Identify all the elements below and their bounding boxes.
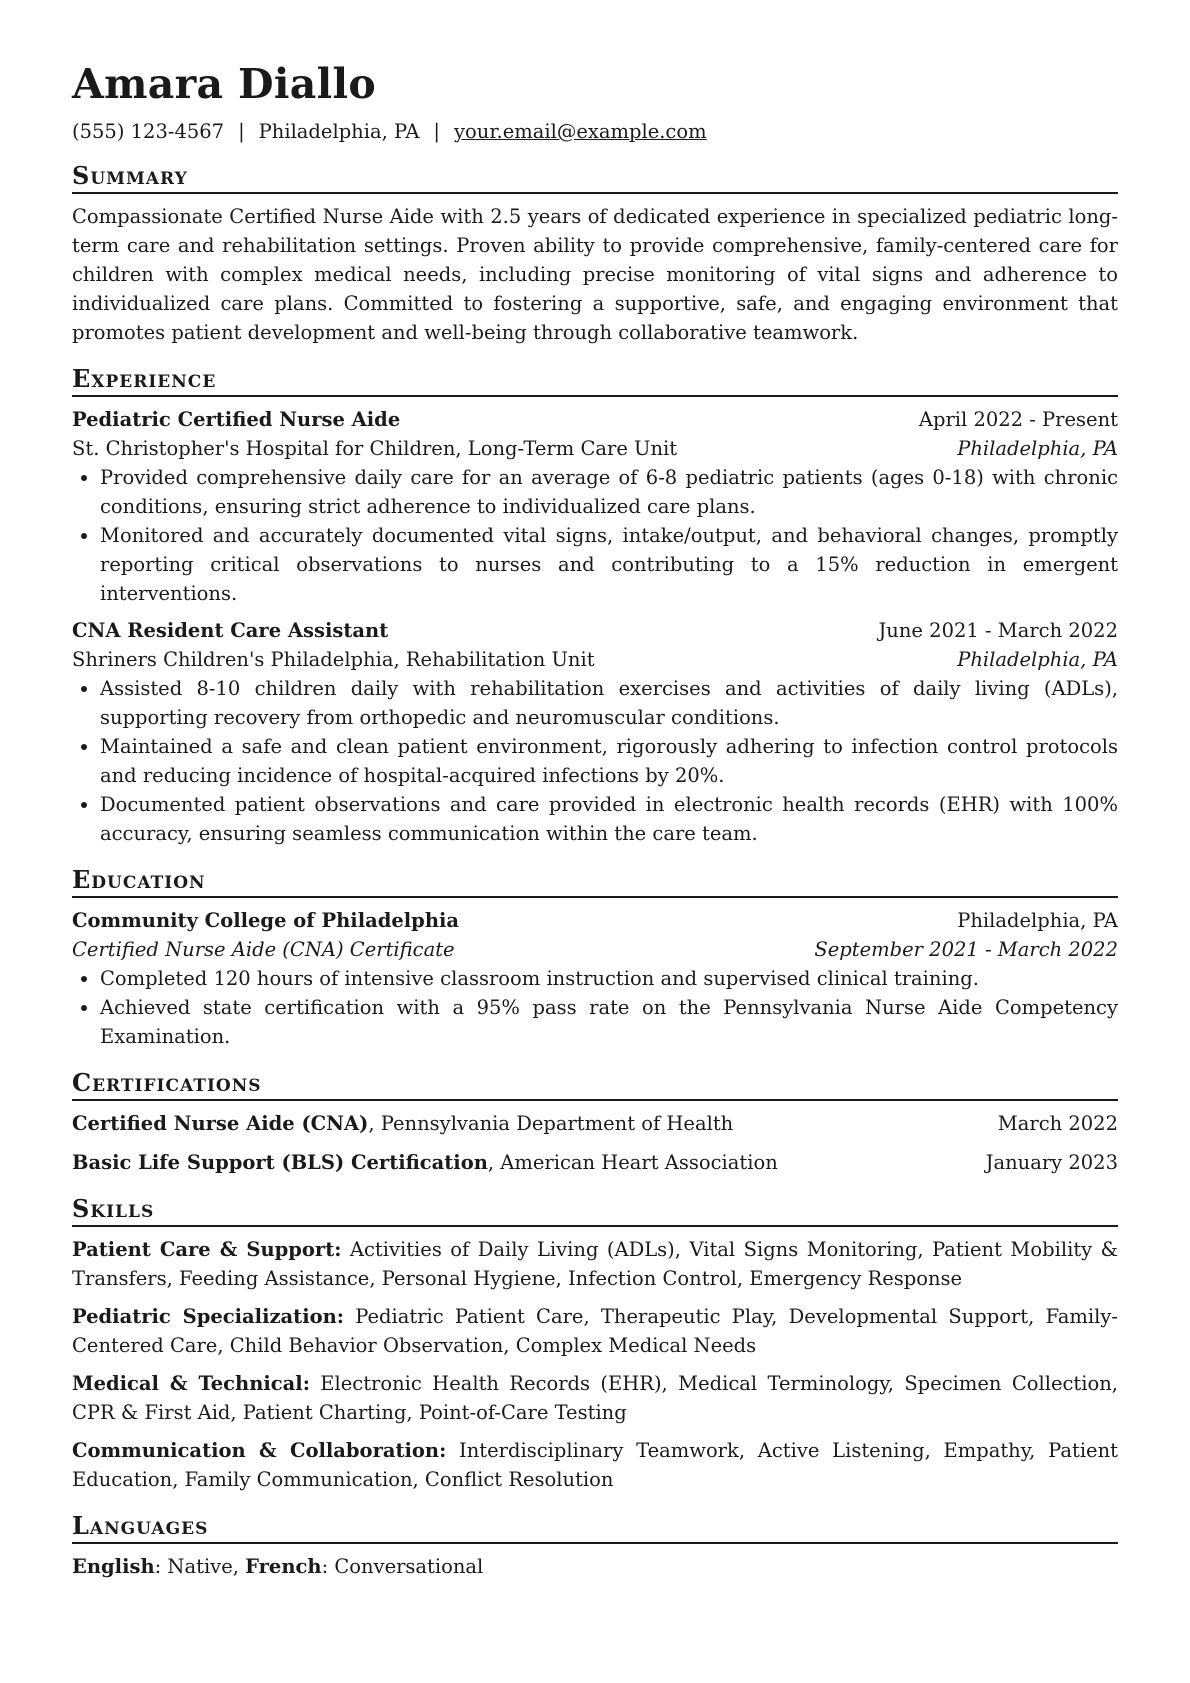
skill-group-items: Pediatric Patient Care, Therapeutic Play, Developmental Support, Family-Centered Care, Child Behavior Observation, Complex Medical Needs <box>72 1305 1118 1357</box>
job-location: Philadelphia, PA <box>957 437 1118 460</box>
job-bullet: • Provided comprehensive daily care for an average of 6-8 pediatric patients (ages 0-18) with chronic conditions, ensuring strict adherence to individualized care plans. <box>100 463 1118 521</box>
skill-group-items: Electronic Health Records (EHR), Medical Terminology, Specimen Collection, CPR & First Aid, Patient Charting, Point-of-Care Testing <box>72 1372 1118 1424</box>
program-dates: September 2021 - March 2022 <box>814 938 1118 961</box>
certification-date: March 2022 <box>997 1112 1118 1135</box>
education-bullet: • Completed 120 hours of intensive classroom instruction and supervised clinical training. <box>100 964 1118 993</box>
language-name: English <box>72 1555 155 1578</box>
job-bullets <box>72 463 1118 608</box>
program-name: Certified Nurse Aide (CNA) Certificate <box>72 938 455 961</box>
education-bullet: • Achieved state certification with a 95% pass rate on the Pennsylvania Nurse Aide Competency Examination. <box>100 993 1118 1051</box>
certification-date: January 2023 <box>985 1151 1118 1174</box>
contact-separator: | <box>433 120 440 143</box>
job-employer: Shriners Children's Philadelphia, Rehabilitation Unit <box>72 648 595 671</box>
language-name: French <box>245 1555 322 1578</box>
certification-issuer: , Pennsylvania Department of Health <box>368 1112 734 1135</box>
job-dates: April 2022 - Present <box>918 408 1118 431</box>
phone: (555) 123-4567 <box>72 120 225 143</box>
job-employer: St. Christopher's Hospital for Children, Long-Term Care Unit <box>72 437 678 460</box>
school-location: Philadelphia, PA <box>957 909 1118 932</box>
contact-separator: | <box>238 120 245 143</box>
section-title-skills: Skills <box>72 1195 1118 1227</box>
section-title-education: Education <box>72 866 1118 898</box>
job-bullets <box>72 674 1118 848</box>
job-role: CNA Resident Care Assistant <box>72 619 389 642</box>
certification-name: Certified Nurse Aide (CNA) <box>72 1112 369 1135</box>
job-entry <box>72 405 1118 608</box>
location: Philadelphia, PA <box>258 120 420 143</box>
section-title-experience: Experience <box>72 365 1118 397</box>
job-location: Philadelphia, PA <box>957 648 1118 671</box>
job-entry <box>72 616 1118 848</box>
job-role: Pediatric Certified Nurse Aide <box>72 408 401 431</box>
candidate-name: Amara Diallo <box>72 60 376 108</box>
skill-group-label: Communication & Collaboration: <box>72 1439 447 1462</box>
language-level: : Conversational <box>321 1555 484 1578</box>
skill-group-items: Interdisciplinary Teamwork, Active Listening, Empathy, Patient Education, Family Communication, Conflict Resolution <box>72 1439 1118 1491</box>
certification-row <box>72 1109 1118 1138</box>
skill-group-label: Pediatric Specialization: <box>72 1305 344 1328</box>
skill-group <box>72 1235 1118 1293</box>
contact-line <box>72 118 1118 146</box>
skill-group <box>72 1369 1118 1427</box>
job-bullet: • Documented patient observations and care provided in electronic health records (EHR) with 100% accuracy, ensuring seamless communication within the care team. <box>100 790 1118 848</box>
job-bullet: • Monitored and accurately documented vital signs, intake/output, and behavioral changes, promptly reporting critical observations to nurses and contributing to a 15% reduction in emergent interventions. <box>100 521 1118 608</box>
language-level: : Native, <box>154 1555 246 1578</box>
email-link[interactable]: your.email@example.com <box>454 120 707 143</box>
skill-group-label: Patient Care & Support: <box>72 1238 342 1261</box>
skill-group-items: Activities of Daily Living (ADLs), Vital Signs Monitoring, Patient Mobility & Transfers, Feeding Assistance, Personal Hygiene, Infection Control, Emergency Response <box>72 1238 1118 1290</box>
certification-row <box>72 1148 1118 1177</box>
job-dates: June 2021 - March 2022 <box>878 619 1118 642</box>
section-title-languages: Languages <box>72 1512 1118 1544</box>
education-bullets <box>72 964 1118 1051</box>
section-title-summary: Summary <box>72 162 1118 194</box>
school-name: Community College of Philadelphia <box>72 909 460 932</box>
certification-issuer: , American Heart Association <box>487 1151 778 1174</box>
summary-text: Compassionate Certified Nurse Aide with 2.5 years of dedicated experience in specialized pediatric long-term care and rehabilitation settings. Proven ability to provide comprehensive, family-centered care for children with complex medical needs, including precise monitoring of vital signs and adherence to individualized care plans. Committed to fostering a supportive, safe, and engaging environment that promotes patient development and well-being through collaborative teamwork. <box>72 205 1118 344</box>
section-title-certifications: Certifications <box>72 1069 1118 1101</box>
education-entry <box>72 906 1118 1051</box>
skill-group-label: Medical & Technical: <box>72 1372 310 1395</box>
certification-name: Basic Life Support (BLS) Certification <box>72 1151 488 1174</box>
job-bullet: • Maintained a safe and clean patient environment, rigorously adhering to infection control protocols and reducing incidence of hospital-acquired infections by 20%. <box>100 732 1118 790</box>
job-bullet: • Assisted 8-10 children daily with rehabilitation exercises and activities of daily living (ADLs), supporting recovery from orthopedic and neuromuscular conditions. <box>100 674 1118 732</box>
skill-group <box>72 1302 1118 1360</box>
languages-line <box>72 1552 1118 1581</box>
skill-group <box>72 1436 1118 1494</box>
